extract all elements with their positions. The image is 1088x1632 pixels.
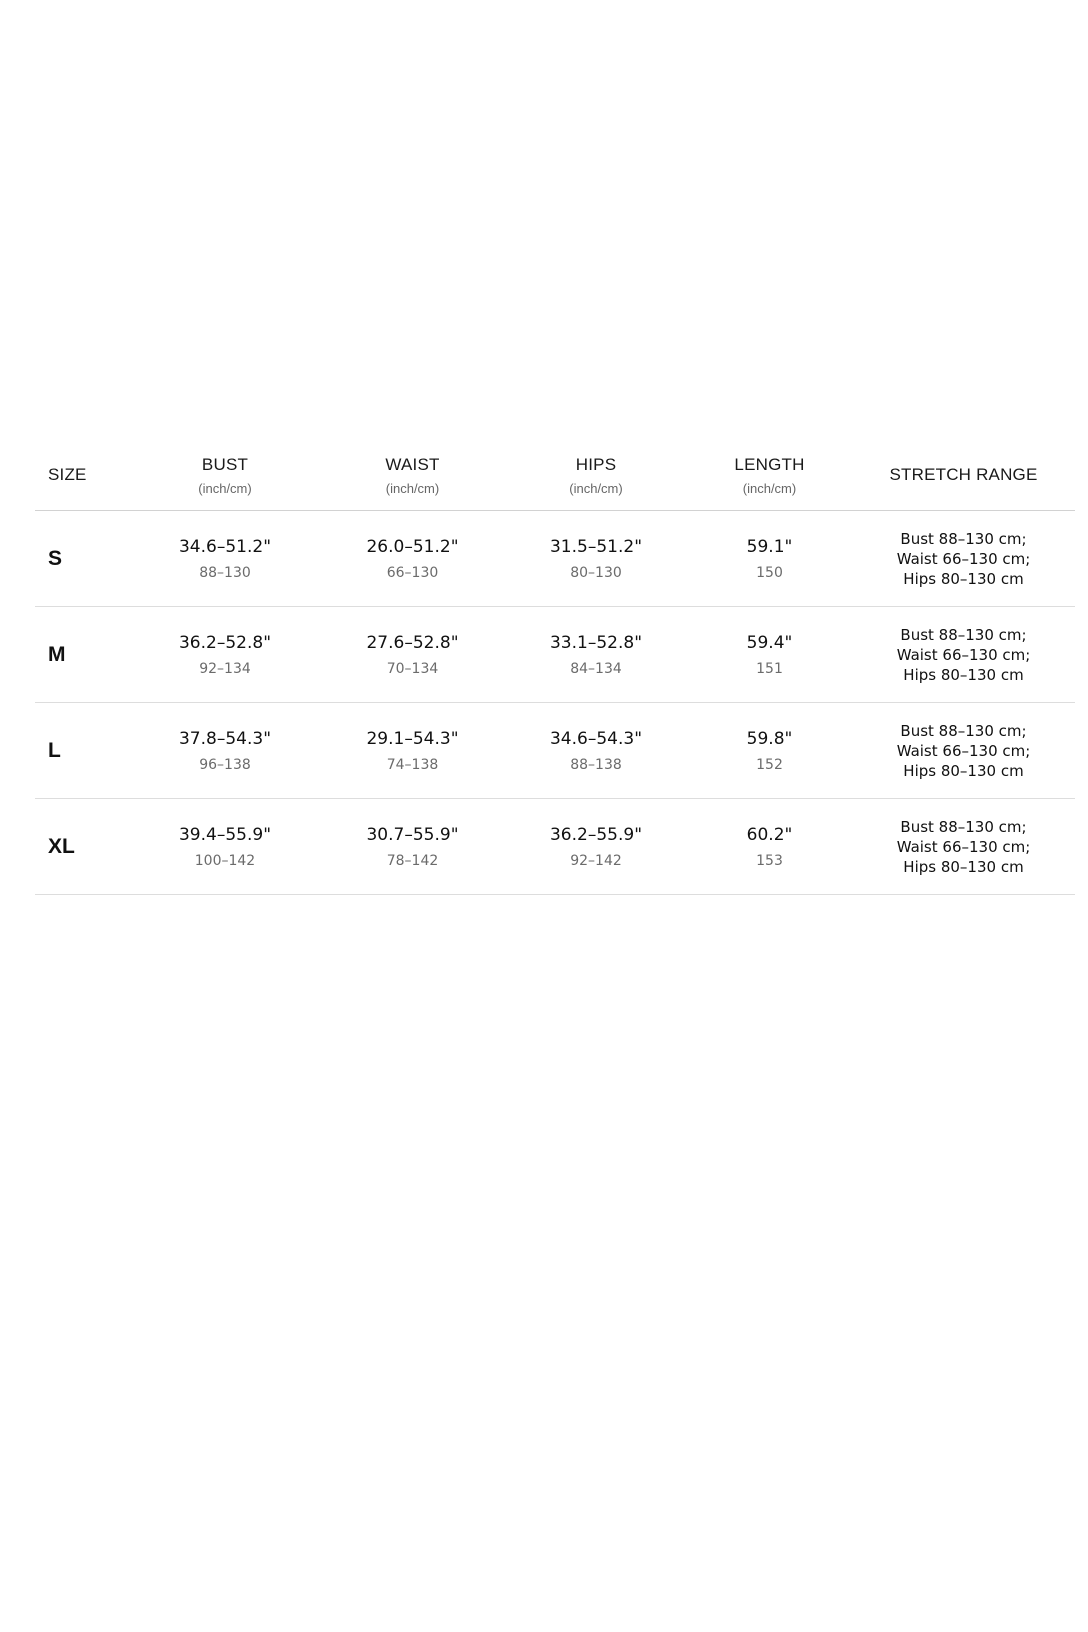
size-label: S bbox=[48, 546, 63, 570]
hips-inch: 36.2–55.9" bbox=[549, 824, 643, 845]
header-waist-unit: (inch/cm) bbox=[385, 480, 440, 496]
size-label: M bbox=[48, 642, 66, 666]
hips-cm: 92–142 bbox=[570, 852, 622, 869]
size-cell bbox=[35, 643, 130, 667]
stretch-cell bbox=[852, 625, 1075, 685]
stretch-hips: Hips 80–130 cm bbox=[903, 857, 1024, 876]
stretch-waist: Waist 66–130 cm; bbox=[896, 549, 1031, 568]
header-length-unit: (inch/cm) bbox=[742, 480, 797, 496]
length-cell bbox=[687, 633, 852, 677]
waist-cm: 74–138 bbox=[386, 756, 439, 773]
length-cm: 153 bbox=[756, 852, 783, 869]
table-row bbox=[35, 703, 1075, 799]
length-cell bbox=[687, 825, 852, 869]
header-hips-unit: (inch/cm) bbox=[569, 480, 623, 496]
size-cell bbox=[35, 835, 130, 859]
length-cm: 150 bbox=[756, 564, 783, 581]
bust-inch: 36.2–52.8" bbox=[178, 632, 272, 653]
header-hips-label: HIPS bbox=[575, 454, 617, 474]
length-cell bbox=[687, 729, 852, 773]
stretch-cell bbox=[852, 721, 1075, 781]
waist-cm: 66–130 bbox=[386, 564, 439, 581]
length-inch: 59.1" bbox=[746, 536, 793, 557]
hips-cell bbox=[505, 537, 687, 581]
length-cm: 152 bbox=[756, 756, 783, 773]
stretch-hips: Hips 80–130 cm bbox=[903, 761, 1024, 780]
bust-cm: 100–142 bbox=[194, 852, 256, 869]
header-bust-unit: (inch/cm) bbox=[198, 480, 252, 496]
header-waist-label: WAIST bbox=[385, 454, 440, 474]
waist-inch: 29.1–54.3" bbox=[366, 728, 459, 749]
hips-cell bbox=[505, 825, 687, 869]
stretch-waist: Waist 66–130 cm; bbox=[896, 837, 1031, 856]
hips-inch: 31.5–51.2" bbox=[549, 536, 643, 557]
hips-cell bbox=[505, 633, 687, 677]
bust-inch: 37.8–54.3" bbox=[178, 728, 272, 749]
header-bust-label: BUST bbox=[201, 454, 249, 474]
hips-cm: 88–138 bbox=[570, 756, 622, 773]
header-stretch-label: STRETCH RANGE bbox=[889, 465, 1038, 484]
bust-inch: 39.4–55.9" bbox=[178, 824, 272, 845]
length-cm: 151 bbox=[756, 660, 783, 677]
waist-cm: 70–134 bbox=[386, 660, 439, 677]
stretch-waist: Waist 66–130 cm; bbox=[896, 645, 1031, 664]
header-stretch bbox=[852, 465, 1075, 485]
waist-cell bbox=[320, 825, 505, 869]
header-length-label: LENGTH bbox=[734, 454, 805, 474]
table-header-row bbox=[35, 440, 1075, 511]
header-length bbox=[687, 455, 852, 496]
length-cell bbox=[687, 537, 852, 581]
bust-cell bbox=[130, 825, 320, 869]
size-cell bbox=[35, 739, 130, 763]
header-size bbox=[35, 465, 130, 485]
table-row bbox=[35, 511, 1075, 607]
header-bust bbox=[130, 455, 320, 496]
stretch-cell bbox=[852, 817, 1075, 877]
hips-cell bbox=[505, 729, 687, 773]
hips-inch: 34.6–54.3" bbox=[549, 728, 643, 749]
header-hips bbox=[505, 455, 687, 496]
stretch-cell bbox=[852, 529, 1075, 589]
waist-cell bbox=[320, 633, 505, 677]
length-inch: 59.8" bbox=[746, 728, 793, 749]
stretch-waist: Waist 66–130 cm; bbox=[896, 741, 1031, 760]
stretch-bust: Bust 88–130 cm; bbox=[900, 625, 1027, 644]
stretch-hips: Hips 80–130 cm bbox=[903, 665, 1024, 684]
length-inch: 59.4" bbox=[746, 632, 793, 653]
waist-inch: 27.6–52.8" bbox=[366, 632, 459, 653]
bust-cell bbox=[130, 537, 320, 581]
hips-cm: 80–130 bbox=[570, 564, 622, 581]
stretch-bust: Bust 88–130 cm; bbox=[900, 721, 1027, 740]
header-waist bbox=[320, 455, 505, 496]
waist-inch: 26.0–51.2" bbox=[366, 536, 459, 557]
size-cell bbox=[35, 547, 130, 571]
bust-cm: 88–130 bbox=[199, 564, 251, 581]
stretch-bust: Bust 88–130 cm; bbox=[900, 817, 1027, 836]
length-inch: 60.2" bbox=[746, 824, 793, 845]
size-label: L bbox=[48, 738, 61, 762]
bust-cell bbox=[130, 633, 320, 677]
waist-inch: 30.7–55.9" bbox=[366, 824, 459, 845]
stretch-bust: Bust 88–130 cm; bbox=[900, 529, 1027, 548]
bust-cell bbox=[130, 729, 320, 773]
waist-cell bbox=[320, 729, 505, 773]
stretch-hips: Hips 80–130 cm bbox=[903, 569, 1024, 588]
hips-cm: 84–134 bbox=[570, 660, 622, 677]
bust-cm: 92–134 bbox=[199, 660, 251, 677]
size-label: XL bbox=[48, 834, 75, 858]
hips-inch: 33.1–52.8" bbox=[549, 632, 643, 653]
table-row bbox=[35, 607, 1075, 703]
bust-inch: 34.6–51.2" bbox=[178, 536, 272, 557]
waist-cell bbox=[320, 537, 505, 581]
bust-cm: 96–138 bbox=[199, 756, 251, 773]
size-chart-table bbox=[35, 440, 1075, 895]
header-size-label: SIZE bbox=[48, 465, 87, 484]
waist-cm: 78–142 bbox=[386, 852, 439, 869]
table-row bbox=[35, 799, 1075, 895]
